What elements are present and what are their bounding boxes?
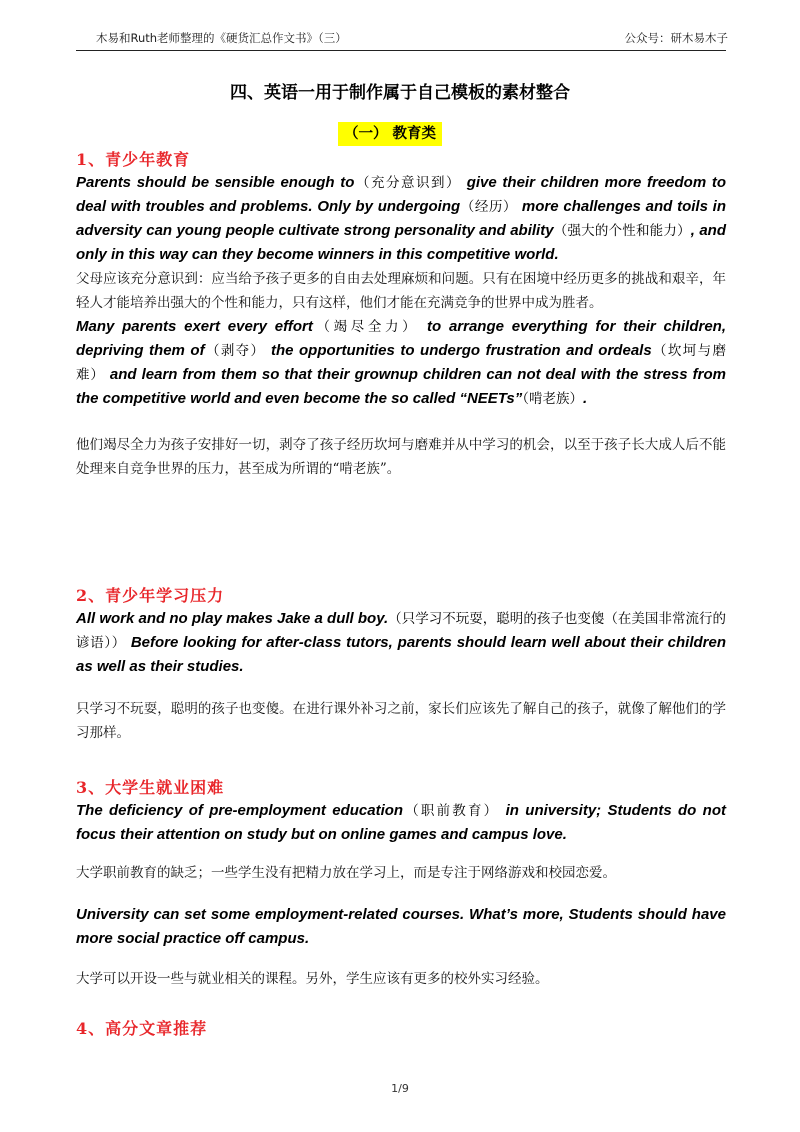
english-paragraph	[76, 799, 726, 847]
header-right-text: 公众号：研木易木子	[624, 31, 728, 45]
cn-gloss: （充分意识到）	[354, 175, 462, 191]
section-heading: 2、青少年学习压力	[76, 586, 225, 605]
english-paragraph	[76, 171, 726, 267]
en-text: The deficiency of pre-employment education	[76, 802, 404, 819]
page-title: 四、英语一用于制作属于自己模板的素材整合	[230, 83, 570, 103]
chinese-paragraph: 他们竭尽全力为孩子安排好一切，剥夺了孩子经历坎坷与磨难并从中学习的机会，以至于孩子长大成人后不能处理来自竞争世界的压力，甚至成为所谓的“啃老族”。	[76, 437, 726, 477]
english-paragraph	[76, 315, 726, 411]
en-text: give their children more freedom to deal with troubles and problems. Only by undergoing	[76, 174, 727, 215]
cn-gloss: （只学习不玩耍，聪明的孩子也变傻（在美国非常流行的谚语））	[76, 611, 726, 651]
en-text: the opportunities to undergo frustration and ordeals	[265, 342, 652, 359]
cn-gloss: （强大的个性和能力）	[553, 223, 691, 239]
en-text: , and only in this way can they become winners in this competitive world.	[76, 222, 726, 263]
cn-gloss: （坎坷与磨难）	[76, 343, 727, 383]
section-1	[76, 149, 726, 481]
section-3	[76, 777, 726, 991]
english-paragraph	[76, 607, 726, 679]
cn-gloss: （剥夺）	[204, 343, 266, 359]
section-heading: 1、青少年教育	[76, 150, 191, 169]
cn-gloss: （职前教育）	[403, 803, 500, 819]
en-text: in university; Students do not focus their attention on study but on online games and campus love.	[76, 802, 726, 843]
en-text: All work and no play makes Jake a dull boy.	[76, 610, 389, 627]
en-text: and learn from them so that their grownup children can not deal with the stress from the competitive world and even become the so called “NEETs”	[76, 366, 727, 407]
chinese-paragraph: 大学职前教育的缺乏；一些学生没有把精力放在学习上，而是专注于网络游戏和校园恋爱。	[76, 865, 616, 881]
header-divider	[76, 50, 726, 51]
en-text: Parents should be sensible enough to	[76, 174, 355, 191]
en-text: Before looking for after-class tutors, parents should learn well about their children as well as their studies.	[76, 634, 726, 675]
page-number: 1/9	[391, 1082, 409, 1095]
en-text: more challenges and toils in adversity can young people cultivate strong personality and ability	[76, 198, 726, 239]
en-text: to arrange everything for their children, depriving them of	[76, 318, 727, 359]
chinese-paragraph: 只学习不玩耍，聪明的孩子也变傻。在进行课外补习之前，家长们应该先了解自己的孩子，就像了解他们的学习那样。	[76, 701, 726, 741]
section-heading: 3、大学生就业困难	[76, 778, 225, 797]
en-text: .	[582, 390, 588, 407]
cn-gloss: （竭尽全力）	[312, 319, 420, 335]
header-left-text: 木易和Ruth老师整理的《硬货汇总作文书》（三）	[96, 31, 347, 45]
en-text: Many parents exert every effort	[76, 318, 313, 335]
english-paragraph: University can set some employment-related courses. What’s more, Students should have more social practice off campus.	[76, 906, 726, 947]
cn-gloss: （经历）	[460, 199, 518, 215]
page-header	[96, 30, 728, 46]
cn-gloss: （啃老族）	[522, 391, 583, 407]
category-label: （一） 教育类	[338, 122, 442, 146]
chinese-paragraph: 父母应该充分意识到：应当给予孩子更多的自由去处理麻烦和问题。只有在困境中经历更多的挑战和艰辛，年轻人才能培养出强大的个性和能力，只有这样，他们才能在充满竞争的世界中成为胜者。	[76, 271, 726, 311]
section-2	[76, 585, 726, 745]
section-heading: 4、高分文章推荐	[76, 1019, 208, 1038]
section-4	[76, 1018, 726, 1040]
chinese-paragraph: 大学可以开设一些与就业相关的课程。另外，学生应该有更多的校外实习经验。	[76, 971, 549, 987]
